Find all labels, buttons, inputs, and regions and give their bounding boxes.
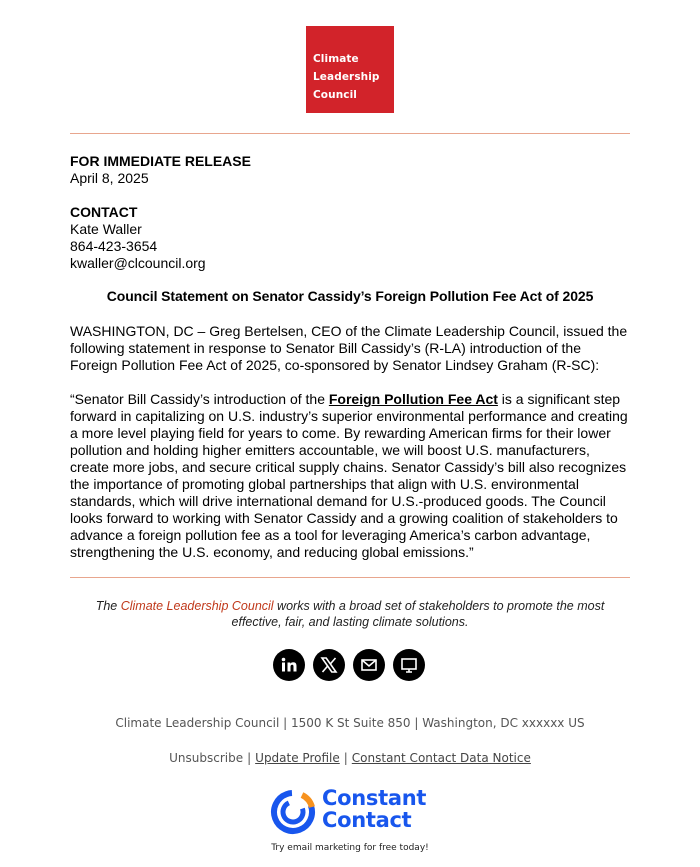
quote-text-after: is a significant step forward in capitalizing on U.S. industry’s superior environmental performance and creating a more level playing field for years to come. By rewarding American firms for their lower pollution and holding higher emitters accountable, we will boost U.S. manufacturers, create more jobs, and secure critical supply chains. Senator Cassidy’s bill also recognizes the importance of promoting global partnerships that align with U.S. environmental standards, which will drive international demand for U.S.-produced goods. The Council looks forward to working with Senator Cassidy and a growing coalition of stakeholders to advance a foreign pollution fee as a tool for leveraging America’s carbon advantage, strengthening the U.S. economy, and reducing global emissions.” bbox=[70, 391, 628, 560]
quote-paragraph bbox=[70, 391, 630, 561]
contact-name: Kate Waller bbox=[70, 221, 142, 237]
release-date: April 8, 2025 bbox=[70, 170, 149, 186]
data-notice-link[interactable]: Constant Contact Data Notice bbox=[351, 751, 531, 765]
footer-tagline bbox=[70, 598, 630, 630]
linkedin-icon[interactable] bbox=[273, 649, 305, 681]
constant-contact-wordmark bbox=[322, 787, 426, 831]
brand-line-1: Constant bbox=[322, 786, 427, 810]
intro-paragraph: WASHINGTON, DC – Greg Bertelsen, CEO of the Climate Leadership Council, issued the following statement in response to Senator Bill Cassidy’s (R-LA) introduction of the Foreign Pollution Fee Act of 2025, co-sponsored by Senator Lindsey Graham (R-SC): bbox=[70, 323, 628, 373]
brand-line-2: Contact bbox=[322, 808, 412, 832]
tagline-before: The bbox=[95, 599, 121, 613]
logo-line-2: Leadership bbox=[313, 71, 380, 83]
constant-contact-logo[interactable] bbox=[270, 787, 440, 837]
website-icon[interactable] bbox=[393, 649, 425, 681]
mailing-address: Climate Leadership Council | 1500 K St Suite 850 | Washington, DC xxxxxx US bbox=[115, 716, 585, 730]
release-label: FOR IMMEDIATE RELEASE bbox=[70, 153, 251, 169]
bottom-divider bbox=[70, 577, 630, 578]
constant-contact-mark-icon bbox=[270, 789, 316, 835]
statement-headline: Council Statement on Senator Cassidy’s Foreign Pollution Fee Act of 2025 bbox=[106, 288, 594, 304]
constant-contact-tagline[interactable]: Try email marketing for free today! bbox=[271, 843, 429, 853]
foreign-pollution-fee-act-link[interactable]: Foreign Pollution Fee Act bbox=[328, 391, 498, 407]
tagline-after: works with a broad set of stakeholders to promote the most effective, fair, and lasting climate solutions. bbox=[231, 599, 605, 629]
top-divider bbox=[70, 133, 630, 134]
unsubscribe-link[interactable]: Unsubscribe bbox=[169, 751, 244, 765]
contact-label: CONTACT bbox=[70, 204, 138, 220]
x-icon[interactable] bbox=[313, 649, 345, 681]
press-release-body bbox=[70, 153, 630, 578]
email-icon[interactable] bbox=[353, 649, 385, 681]
quote-text-before: “Senator Bill Cassidy’s introduction of the bbox=[70, 391, 329, 407]
footer-links bbox=[0, 751, 700, 765]
separator: | bbox=[247, 751, 252, 765]
contact-email: kwaller@clcouncil.org bbox=[70, 255, 206, 271]
council-link[interactable]: Climate Leadership Council bbox=[120, 599, 274, 613]
separator: | bbox=[343, 751, 348, 765]
logo-line-3: Council bbox=[313, 89, 357, 101]
climate-leadership-council-logo[interactable] bbox=[306, 26, 394, 113]
logo-line-1: Climate bbox=[313, 53, 359, 65]
update-profile-link[interactable]: Update Profile bbox=[255, 751, 340, 765]
contact-phone: 864-423-3654 bbox=[70, 238, 158, 254]
social-links bbox=[273, 649, 425, 681]
